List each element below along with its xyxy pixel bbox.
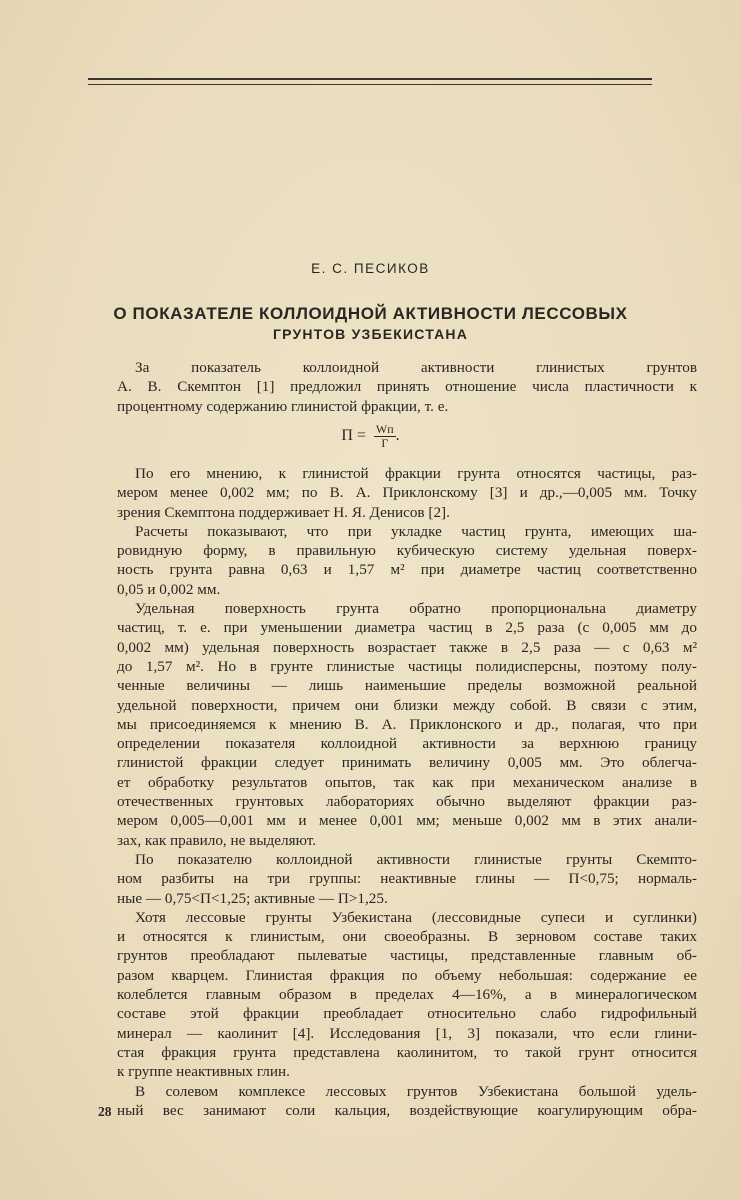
header-rule-thin (88, 84, 652, 85)
author-name: Е. С. ПЕСИКОВ (311, 261, 430, 276)
text-line: А. В. Скемптон [1] предложил принять отношение числа пластичности к (117, 378, 697, 396)
text-line: зах, как правило, не выделяют. (117, 831, 317, 849)
text-line: до 1,57 м². Но в грунте глинистые частицы полидисперсны, поэтому полу- (117, 657, 697, 675)
intro-paragraph (117, 358, 697, 416)
text-line: ные — 0,75<П<1,25; активные — П>1,25. (117, 889, 388, 907)
text-line: мером менее 0,002 мм; по В. А. Приклонскому [3] и др.,—0,005 мм. Точку (117, 484, 697, 502)
article-title-line-1: О ПОКАЗАТЕЛЕ КОЛЛОИДНОЙ АКТИВНОСТИ ЛЕССОВЫХ (113, 304, 628, 323)
formula-lhs: П = (341, 427, 366, 445)
text-line: разом кварцем. Глинистая фракция по объему небольшая: содержание ее (117, 966, 697, 984)
text-line: определении показателя коллоидной активности за верхнюю границу (117, 735, 697, 753)
text-line: глинистой фракции следует принимать величину 0,005 мм. Это облегча- (117, 754, 697, 772)
body-text (117, 464, 697, 1120)
text-line: зрения Скемптона поддерживает Н. Я. Денисов [2]. (117, 503, 450, 521)
text-line: Хотя лессовые грунты Узбекистана (лессовидные супеси и суглинки) (135, 908, 697, 926)
text-line: мы присоединяемся к мнению В. А. Приклонского и др., полагая, что при (117, 715, 697, 733)
formula-denominator: Г (381, 436, 389, 450)
text-line: стая фракция грунта представлена каолинитом, то такой грунт относится (117, 1043, 697, 1061)
text-line: За показатель коллоидной активности глинистых грунтов (135, 359, 697, 376)
formula (0, 423, 741, 450)
text-line: ном разбиты на три группы: неактивные глины — П<0,75; нормаль- (117, 870, 697, 888)
formula-fraction (374, 423, 396, 450)
text-line: и относятся к глинистым, они своеобразны. В зерновом составе таких (117, 928, 697, 946)
text-line: По показателю коллоидной активности глинистые грунты Скемпто- (135, 850, 697, 868)
text-line: ченные величины — лишь наименьшие пределы возможной реальной (117, 677, 697, 695)
text-line: 0,002 мм) удельная поверхность возрастает также в 2,5 раза — с 0,63 м² (117, 638, 697, 656)
page-number: 28 (98, 1104, 112, 1119)
text-line: колеблется главным образом в пределах 4—16%, а в минералогическом (117, 986, 697, 1004)
text-line: Удельная поверхность грунта обратно пропорциональна диаметру (135, 600, 697, 618)
header-rule-thick (88, 78, 652, 80)
text-line: мером 0,005—0,001 мм и менее 0,001 мм; меньше 0,002 мм в этих анали- (117, 812, 697, 830)
formula-numerator: Wп (375, 422, 394, 436)
text-line: ровидную форму, в правильную кубическую систему удельная поверх- (117, 542, 697, 560)
text-line: грунтов преобладают пылеватые частицы, представленные главным об- (117, 947, 697, 965)
text-line: ет обработку результатов опытов, так как при механическом анализе в (117, 773, 697, 791)
text-line: минерал — каолинит [4]. Исследования [1, 3] показали, что если глини- (117, 1024, 697, 1042)
text-line: По его мнению, к глинистой фракции грунта относятся частицы, раз- (135, 465, 697, 482)
text-line: 0,05 и 0,002 мм. (117, 580, 221, 598)
text-line: отечественных грунтовых лабораториях обычно выделяют фракции раз- (117, 793, 697, 811)
text-line: частиц, т. е. при уменьшении диаметра частиц в 2,5 раза (с 0,005 мм до (117, 619, 697, 637)
text-line: ный вес занимают соли кальция, воздействующие коагулирующим обра- (117, 1101, 697, 1119)
text-line: к группе неактивных глин. (117, 1063, 290, 1081)
article-title-line-2: ГРУНТОВ УЗБЕКИСТАНА (272, 326, 469, 342)
formula-tail: . (395, 427, 400, 445)
text-line: Расчеты показывают, что при укладке частиц грунта, имеющих ша- (135, 522, 697, 540)
text-line: В солевом комплексе лессовых грунтов Узбекистана большой удель- (135, 1082, 697, 1100)
text-line: ность грунта равна 0,63 и 1,57 м² при диаметре частиц соответственно (117, 561, 697, 579)
text-line: удельной поверхности, причем они близки между собой. В связи с этим, (117, 696, 697, 714)
text-line: процентному содержанию глинистой фракции, т. е. (117, 397, 449, 415)
text-line: составе этой фракции преобладает относительно слабо гидрофильный (117, 1005, 697, 1023)
